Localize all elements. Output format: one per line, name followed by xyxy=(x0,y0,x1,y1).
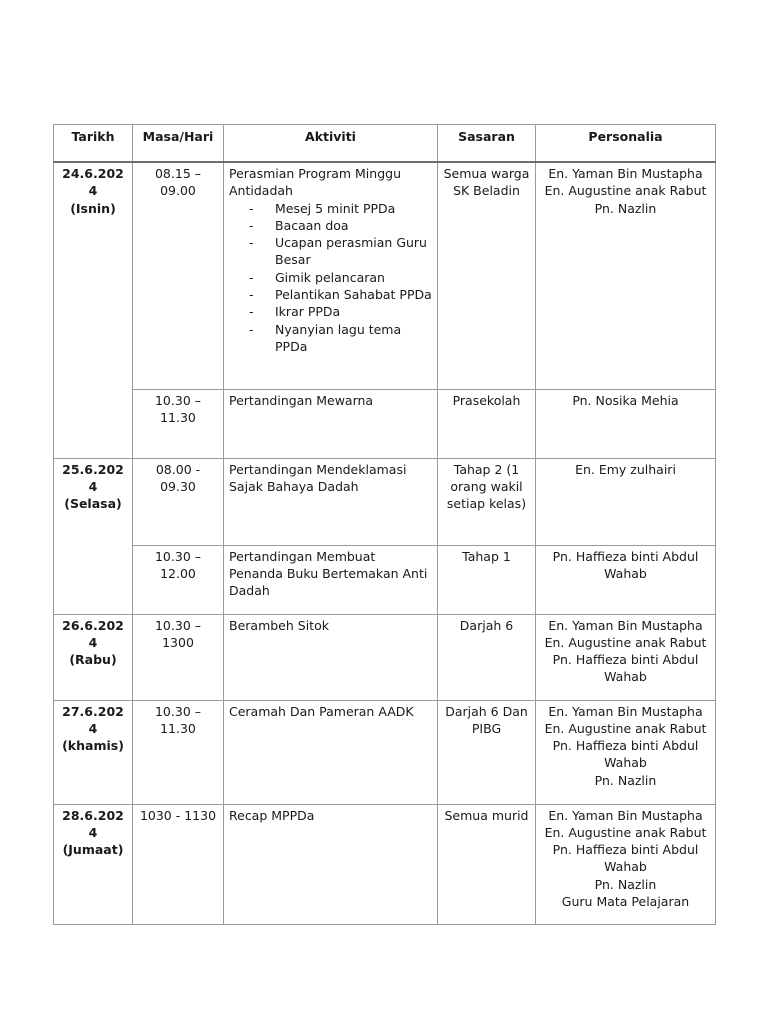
header-personalia: Personalia xyxy=(536,125,716,163)
personnel-cell: En. Yaman Bin Mustapha En. Augustine anak Rabut Pn. Haffieza binti Abdul Wahab Pn. Nazlin Guru Mata Pelajaran xyxy=(536,804,716,924)
schedule-table xyxy=(53,124,716,925)
table-row xyxy=(54,389,716,458)
target-cell: Tahap 1 xyxy=(438,545,536,614)
personnel-cell: En. Yaman Bin Mustapha En. Augustine anak Rabut Pn. Nazlin xyxy=(536,162,716,389)
target-cell: Semua murid xyxy=(438,804,536,924)
time-cell: 10.30 – 12.00 xyxy=(133,545,224,614)
target-cell: Semua warga SK Beladin xyxy=(438,162,536,389)
time-cell: 08.00 - 09.30 xyxy=(133,458,224,545)
list-item: - Pelantikan Sahabat PPDa xyxy=(249,287,432,303)
day-text: (Isnin) xyxy=(70,200,116,216)
table-row xyxy=(54,458,716,545)
day-text: (khamis) xyxy=(62,738,124,754)
time-cell: 10.30 – 1300 xyxy=(133,614,224,700)
activity-cell: Pertandingan Mendeklamasi Sajak Bahaya Dadah xyxy=(224,458,438,545)
target-cell: Tahap 2 (1 orang wakil setiap kelas) xyxy=(438,458,536,545)
day-text: (Selasa) xyxy=(64,496,122,512)
list-item: - Ucapan perasmian Guru Besar xyxy=(249,235,427,268)
target-cell: Darjah 6 xyxy=(438,614,536,700)
list-item: - Gimik pelancaran xyxy=(249,269,385,285)
header-sasaran: Sasaran xyxy=(438,125,536,163)
activity-cell: Recap MPPDa xyxy=(224,804,438,924)
activity-cell: Berambeh Sitok xyxy=(224,614,438,700)
activity-cell xyxy=(224,162,438,389)
date-cell xyxy=(54,162,133,458)
header-masa-hari: Masa/Hari xyxy=(133,125,224,163)
personnel-cell: En. Emy zulhairi xyxy=(536,458,716,545)
target-cell: Darjah 6 Dan PIBG xyxy=(438,700,536,804)
date-text: 25.6.2024 xyxy=(62,461,124,494)
activity-cell: Ceramah Dan Pameran AADK xyxy=(224,700,438,804)
table-row xyxy=(54,162,716,389)
day-text: (Jumaat) xyxy=(62,842,124,858)
time-cell: 08.15 – 09.00 xyxy=(133,162,224,389)
table-row xyxy=(54,614,716,700)
list-item: - Mesej 5 minit PPDa xyxy=(249,200,396,216)
activity-subitems xyxy=(229,200,432,356)
date-text: 28.6.2024 xyxy=(62,807,124,840)
header-tarikh: Tarikh xyxy=(54,125,133,163)
personnel-cell: En. Yaman Bin Mustapha En. Augustine anak Rabut Pn. Haffieza binti Abdul Wahab Pn. Nazlin xyxy=(536,700,716,804)
time-cell: 10.30 – 11.30 xyxy=(133,389,224,458)
date-text: 24.6.2024 xyxy=(62,166,124,199)
table-row xyxy=(54,804,716,924)
date-cell xyxy=(54,700,133,804)
table-row xyxy=(54,545,716,614)
header-row xyxy=(54,125,716,163)
activity-cell: Pertandingan Membuat Penanda Buku Bertemakan Anti Dadah xyxy=(224,545,438,614)
list-item: - Ikrar PPDa xyxy=(249,304,341,320)
personnel-cell: Pn. Nosika Mehia xyxy=(536,389,716,458)
time-cell: 10.30 – 11.30 xyxy=(133,700,224,804)
personnel-cell: En. Yaman Bin Mustapha En. Augustine anak Rabut Pn. Haffieza binti Abdul Wahab xyxy=(536,614,716,700)
activity-cell: Pertandingan Mewarna xyxy=(224,389,438,458)
day-text: (Rabu) xyxy=(69,652,117,668)
date-text: 27.6.2024 xyxy=(62,703,124,736)
list-item: - Bacaan doa xyxy=(249,217,349,233)
time-cell: 1030 - 1130 xyxy=(133,804,224,924)
table-row xyxy=(54,700,716,804)
activity-text: Perasmian Program Minggu Antidadah xyxy=(229,166,401,199)
date-cell xyxy=(54,614,133,700)
personnel-cell: Pn. Haffieza binti Abdul Wahab xyxy=(536,545,716,614)
date-cell xyxy=(54,804,133,924)
date-cell xyxy=(54,458,133,614)
target-cell: Prasekolah xyxy=(438,389,536,458)
header-aktiviti: Aktiviti xyxy=(224,125,438,163)
list-item: - Nyanyian lagu tema PPDa xyxy=(249,321,402,354)
date-text: 26.6.2024 xyxy=(62,617,124,650)
